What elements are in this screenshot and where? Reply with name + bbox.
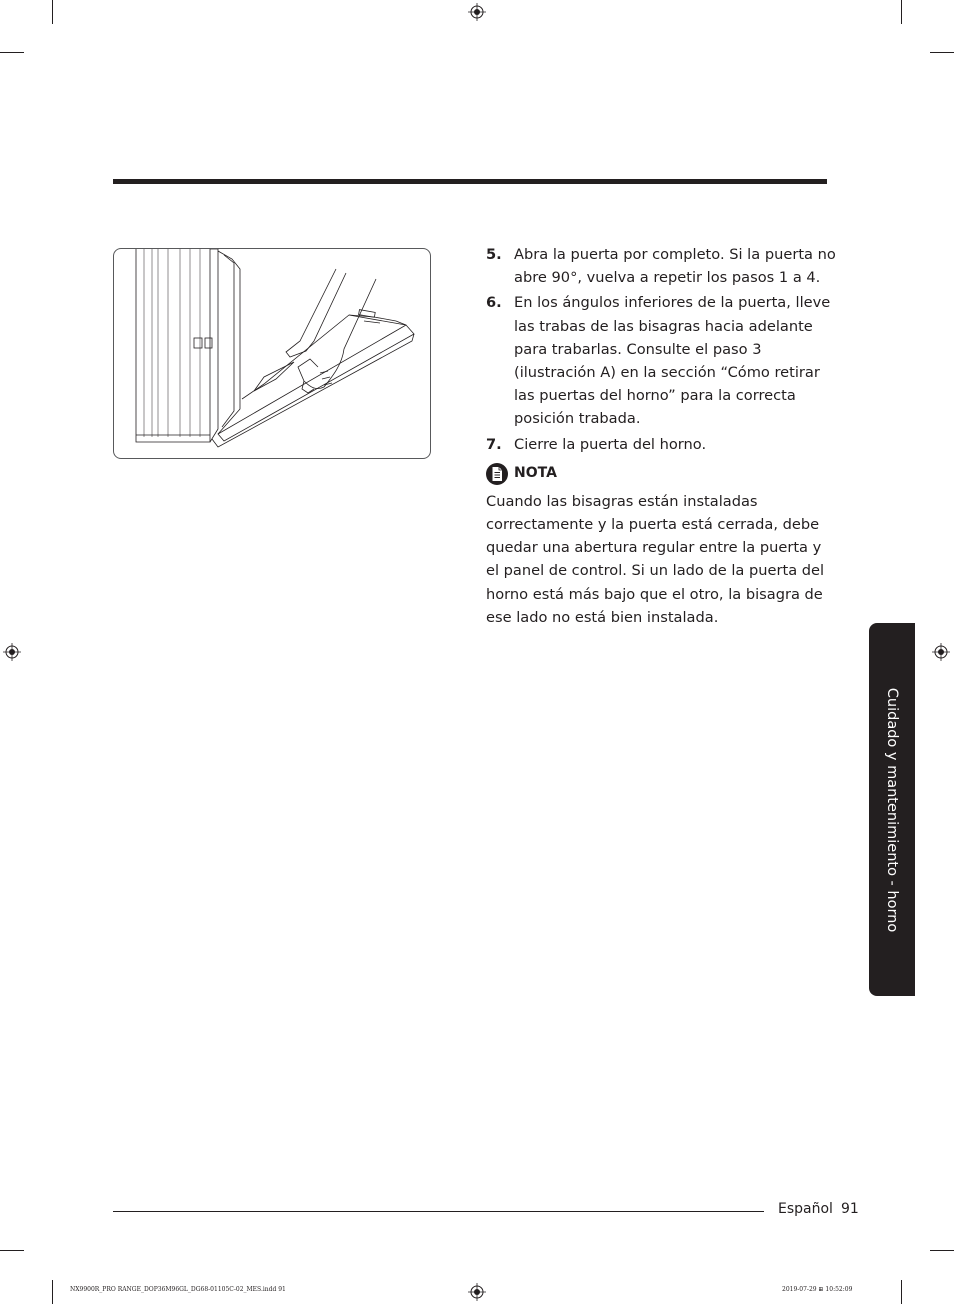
print-slug-timestamp: 2019-07-29 ⊞ 10:52:09 xyxy=(782,1286,853,1293)
oven-door-illustration xyxy=(113,248,431,459)
crop-mark xyxy=(52,0,53,24)
instructions xyxy=(486,243,836,629)
step-number: 6. xyxy=(486,294,502,312)
crop-mark xyxy=(930,1250,954,1251)
step-text: En los ángulos inferiores de la puerta, lleve las trabas de las bisagras hacia adelante para trabarlas. Consulte el paso 3 (ilustración A) en la sección “Cómo retirar las puertas del horno” para la correcta posición trabada. xyxy=(514,294,831,428)
footer-language: Español xyxy=(778,1201,833,1217)
registration-mark-icon xyxy=(3,643,21,661)
step-number: 7. xyxy=(486,435,502,453)
print-slug-file: NX9900R_PRO RANGE_DOP36M96GL_DG68-01105C-02_MES.indd 91 xyxy=(70,1286,286,1293)
note-header xyxy=(486,461,836,487)
chapter-side-tab-label: Cuidado y mantenimiento - horno xyxy=(884,687,900,932)
page-number: 91 xyxy=(841,1201,859,1217)
footer-rule xyxy=(113,1211,764,1212)
crop-mark xyxy=(0,52,24,53)
note-title: NOTA xyxy=(514,465,557,482)
crop-mark xyxy=(52,1280,53,1304)
step-number: 5. xyxy=(486,246,502,263)
crop-mark xyxy=(901,0,902,24)
note-document-icon xyxy=(486,463,508,485)
registration-mark-icon xyxy=(468,1283,486,1301)
note-body: Cuando las bisagras están instaladas correctamente y la puerta está cerrada, debe quedar una abertura regular entre la puerta y el panel de control. Si un lado de la puerta del horno está más bajo que el otro, la bisagra de ese lado no está bien instalada. xyxy=(486,492,825,626)
oven-door-hinge-illustration-icon xyxy=(114,249,430,458)
header-rule xyxy=(113,179,827,184)
crop-mark xyxy=(901,1280,902,1304)
step-text: Cierre la puerta del horno. xyxy=(514,435,707,453)
chapter-side-tab xyxy=(869,623,915,996)
step-item xyxy=(486,433,836,456)
crop-mark xyxy=(0,1250,24,1251)
crop-mark xyxy=(930,52,954,53)
registration-mark-icon xyxy=(932,643,950,661)
registration-mark-icon xyxy=(468,3,486,21)
step-item xyxy=(486,291,836,430)
step-text: Abra la puerta por completo. Si la puerta no abre 90°, vuelva a repetir los pasos 1 a 4. xyxy=(514,246,836,287)
step-item xyxy=(486,243,836,289)
